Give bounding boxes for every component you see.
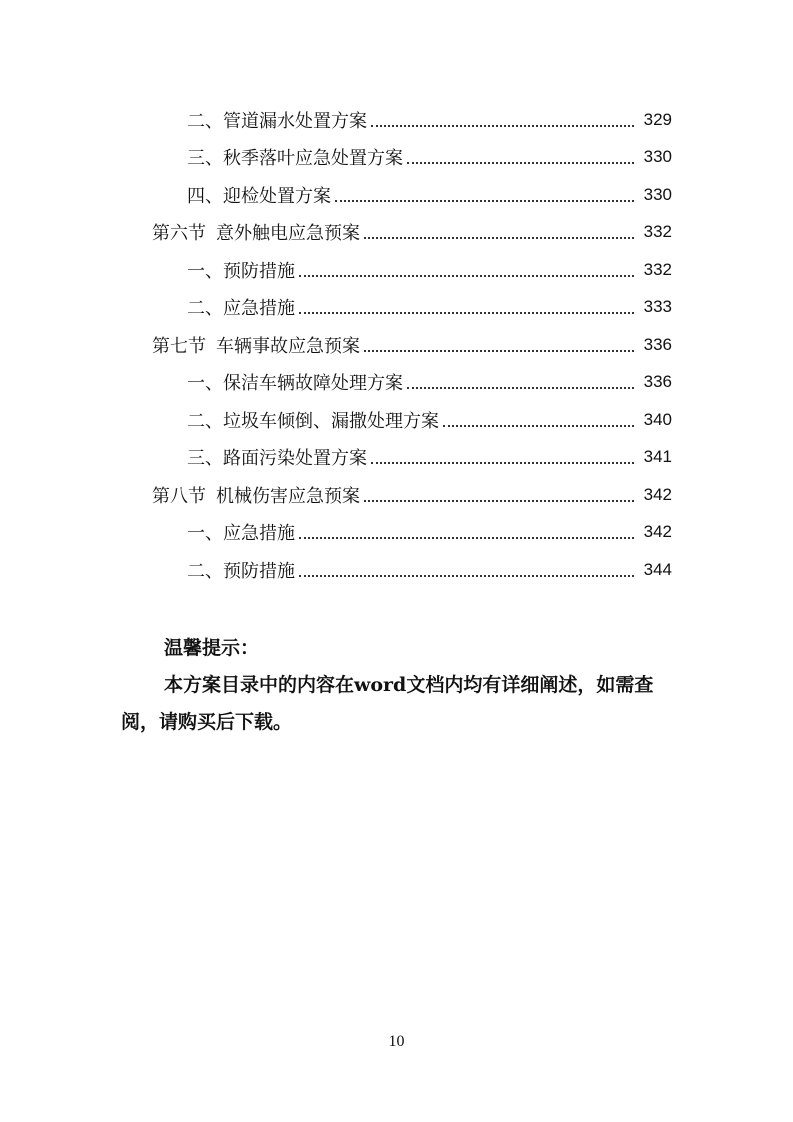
toc-entry[interactable] <box>0 139 793 177</box>
toc-leader-dots <box>407 387 634 389</box>
toc-entry[interactable] <box>0 251 793 289</box>
toc-leader-dots <box>407 162 634 164</box>
toc-leader-dots <box>299 575 634 577</box>
toc-leader-dots <box>299 537 634 539</box>
toc-page-number: 341 <box>643 447 672 467</box>
toc-entry-label <box>152 482 362 508</box>
toc-leader-dots <box>364 500 634 502</box>
toc-entry-title: 意外触电应急预案 <box>216 223 360 245</box>
tip-body: 本方案目录中的内容在word文档内均有详细阐述，如需查阅，请购买后下载。 <box>121 674 654 733</box>
toc-entry-label <box>187 557 297 583</box>
toc-entry[interactable] <box>0 289 793 327</box>
toc-entry-title: 三、秋季落叶应急处置方案 <box>187 148 403 170</box>
toc-leader-dots <box>371 462 634 464</box>
toc-entry[interactable] <box>0 214 793 252</box>
toc-page-number: 342 <box>643 484 672 504</box>
toc-entry[interactable] <box>0 364 793 402</box>
toc-leader-dots <box>335 200 634 202</box>
toc-entry-label <box>187 407 441 433</box>
page-number: 10 <box>388 1033 405 1050</box>
toc-entry-title: 一、预防措施 <box>187 260 295 282</box>
toc-entry-label <box>187 369 405 395</box>
toc-entry[interactable] <box>0 439 793 477</box>
toc-entry-title: 二、应急措施 <box>187 298 295 320</box>
toc-page-number: 336 <box>643 372 672 392</box>
toc-entry[interactable] <box>0 551 793 589</box>
toc-page-number: 330 <box>643 184 672 204</box>
toc-entry-label <box>187 257 297 283</box>
toc-entry-title: 一、保洁车辆故障处理方案 <box>187 373 403 395</box>
toc-entry-title: 一、应急措施 <box>187 523 295 545</box>
toc-entry-label <box>187 107 369 133</box>
toc-entry-label <box>187 444 369 470</box>
toc-page-number: 333 <box>643 297 672 317</box>
toc-leader-dots <box>299 275 634 277</box>
toc-entry-title: 二、预防措施 <box>187 560 295 582</box>
toc-page-number: 332 <box>643 259 672 279</box>
toc-entry-title: 机械伤害应急预案 <box>216 485 360 507</box>
toc-entry-label <box>187 144 405 170</box>
toc-entry-title: 车辆事故应急预案 <box>216 335 360 357</box>
toc-page-number: 336 <box>643 334 672 354</box>
toc-page-number: 342 <box>643 522 672 542</box>
toc-entry-title: 二、管道漏水处置方案 <box>187 110 367 132</box>
toc-section-number: 第七节 <box>152 335 206 357</box>
toc-entry-title: 四、迎检处置方案 <box>187 185 331 207</box>
toc-entry-label <box>187 182 333 208</box>
toc-entry[interactable] <box>0 326 793 364</box>
toc-entry-label <box>187 519 297 545</box>
toc-entry[interactable] <box>0 101 793 139</box>
toc-entry[interactable] <box>0 476 793 514</box>
table-of-contents <box>0 101 793 589</box>
toc-leader-dots <box>364 350 634 352</box>
toc-leader-dots <box>443 425 634 427</box>
toc-page-number: 344 <box>643 559 672 579</box>
toc-entry-label <box>152 332 362 358</box>
toc-section-number: 第六节 <box>152 223 206 245</box>
tip-title: 温馨提示： <box>164 637 260 659</box>
toc-page-number: 340 <box>643 409 672 429</box>
toc-leader-dots <box>364 237 634 239</box>
toc-entry-label <box>152 219 362 245</box>
toc-page-number: 330 <box>643 147 672 167</box>
toc-entry-label <box>187 294 297 320</box>
toc-page-number: 332 <box>643 222 672 242</box>
toc-leader-dots <box>299 312 634 314</box>
toc-entry[interactable] <box>0 401 793 439</box>
toc-entry[interactable] <box>0 176 793 214</box>
toc-entry-title: 二、垃圾车倾倒、漏撒处理方案 <box>187 410 439 432</box>
toc-leader-dots <box>371 125 634 127</box>
toc-page-number: 329 <box>643 109 672 129</box>
toc-section-number: 第八节 <box>152 485 206 507</box>
toc-entry-title: 三、路面污染处置方案 <box>187 448 367 470</box>
toc-entry[interactable] <box>0 514 793 552</box>
